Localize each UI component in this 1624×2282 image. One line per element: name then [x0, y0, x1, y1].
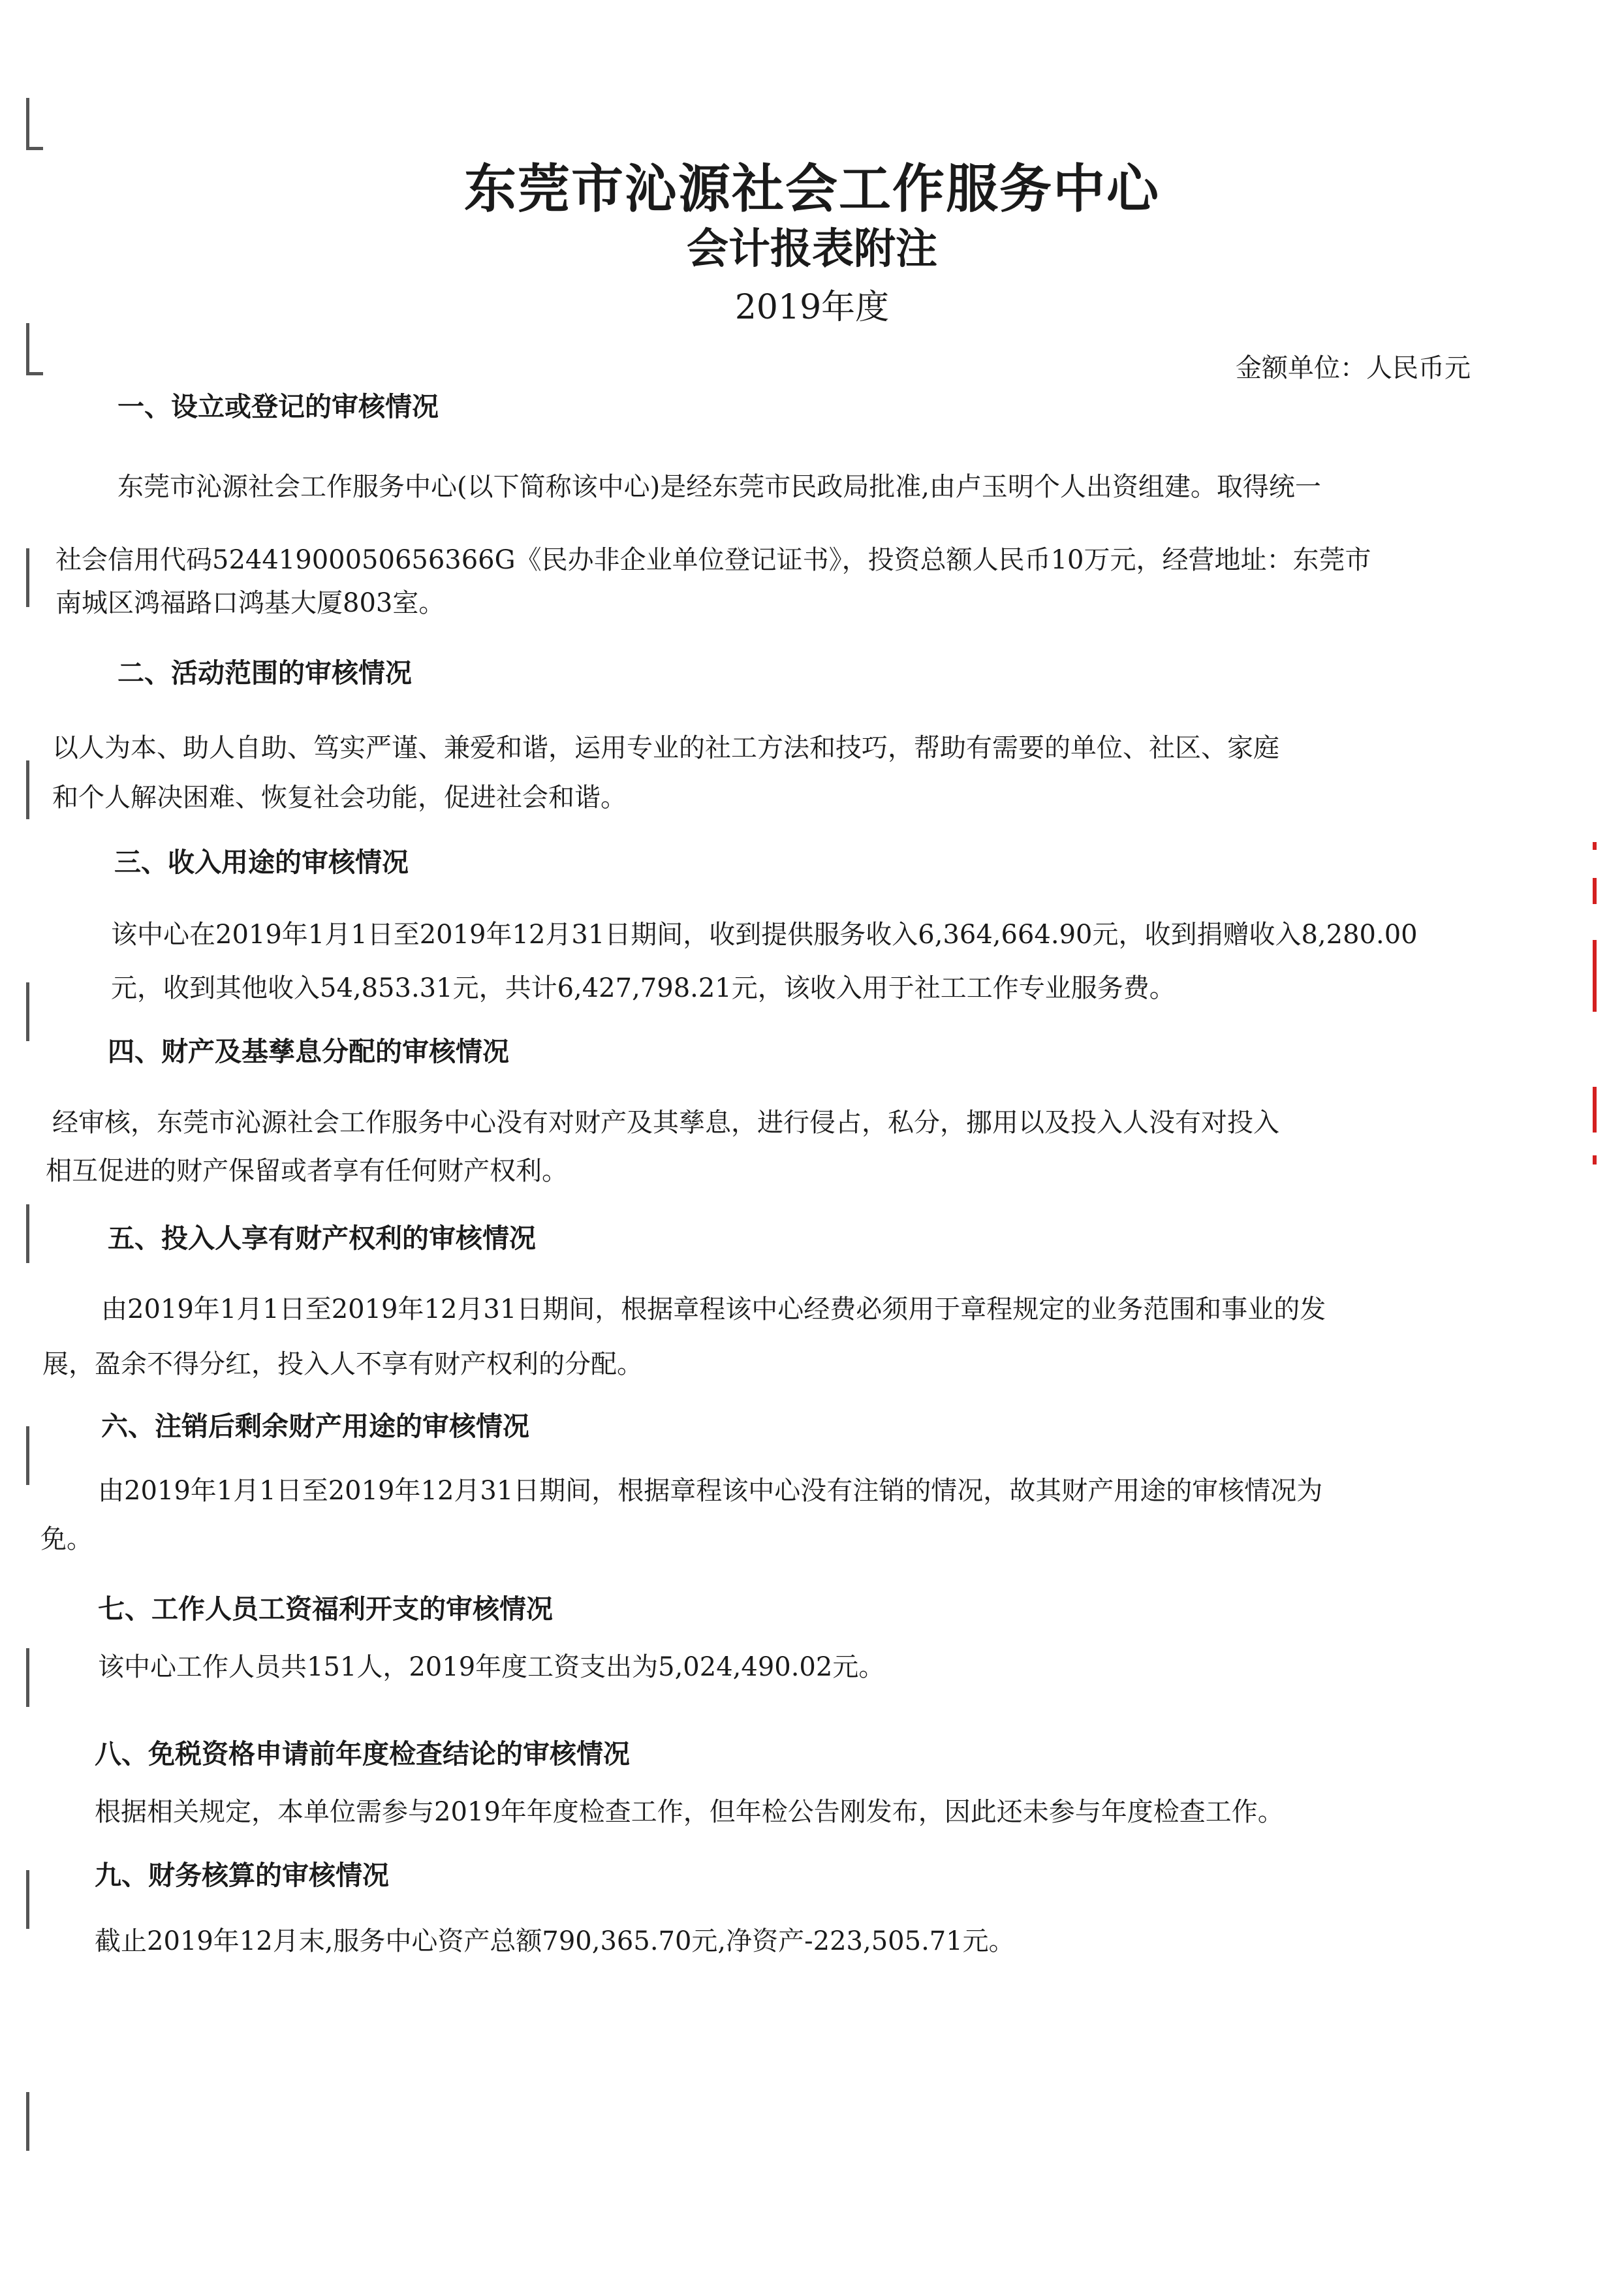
- binding-mark: [26, 760, 49, 819]
- paragraph-line: 和个人解决困难、恢复社会功能，促进社会和谐。: [52, 783, 627, 813]
- organization-title: 东莞市沁源社会工作服务中心: [464, 159, 1160, 219]
- seal-edge-mark: [1593, 1155, 1597, 1164]
- document-title: 会计报表附注: [687, 225, 937, 274]
- paragraph-line: 东莞市沁源社会工作服务中心(以下简称该中心)是经东莞市民政局批准,由卢玉明个人出资组建。取得统一: [117, 472, 1321, 502]
- paragraph-line: 相互促进的财产保留或者享有任何财产权利。: [46, 1156, 568, 1186]
- paragraph-line: 该中心在2019年1月1日至2019年12月31日期间，收到提供服务收入6,364,664.90元，收到捐赠收入8,280.00: [111, 920, 1418, 950]
- paragraph-line: 以人为本、助人自助、笃实严谨、兼爱和谐，运用专业的社工方法和技巧，帮助有需要的单位、社区、家庭: [52, 733, 1279, 763]
- binding-mark: [26, 548, 49, 607]
- seal-edge-mark: [1593, 940, 1597, 1012]
- seal-edge-mark: [1593, 842, 1597, 850]
- binding-mark: [26, 2092, 49, 2151]
- section-heading: 五、投入人享有财产权利的审核情况: [108, 1223, 536, 1254]
- binding-mark: [26, 1426, 49, 1485]
- report-year: 2019年度: [734, 288, 890, 327]
- section-heading: 二、活动范围的审核情况: [117, 657, 412, 689]
- seal-edge-mark: [1593, 878, 1597, 904]
- binding-mark: [26, 1648, 49, 1707]
- section-heading: 三、收入用途的审核情况: [114, 847, 409, 878]
- paragraph-line: 截止2019年12月末,服务中心资产总额790,365.70元,净资产-223,505.71元。: [95, 1926, 1015, 1956]
- paragraph-line: 该中心工作人员共151人，2019年度工资支出为5,024,490.02元。: [98, 1652, 885, 1682]
- binding-mark: [26, 1204, 49, 1263]
- section-heading: 一、设立或登记的审核情况: [117, 391, 439, 422]
- paragraph-line: 南城区鸿福路口鸿基大厦803室。: [55, 588, 445, 618]
- paragraph-line: 社会信用代码52441900050656366G《民办非企业单位登记证书》，投资总额人民币10万元，经营地址：东莞市: [55, 545, 1371, 575]
- paragraph-line: 展，盈余不得分红，投入人不享有财产权利的分配。: [42, 1349, 643, 1379]
- binding-mark: [26, 98, 49, 150]
- paragraph-line: 经审核，东莞市沁源社会工作服务中心没有对财产及其孳息，进行侵占，私分，挪用以及投入人没有对投入: [52, 1108, 1279, 1138]
- section-heading: 八、免税资格申请前年度检查结论的审核情况: [95, 1738, 630, 1770]
- section-heading: 六、注销后剩余财产用途的审核情况: [101, 1411, 529, 1442]
- binding-mark: [26, 982, 49, 1041]
- binding-mark: [26, 1870, 49, 1929]
- paragraph-line: 免。: [40, 1524, 93, 1554]
- paragraph-line: 由2019年1月1日至2019年12月31日期间，根据章程该中心没有注销的情况，故其财产用途的审核情况为: [98, 1476, 1323, 1506]
- currency-unit: 金额单位：人民币元: [1236, 353, 1471, 383]
- seal-edge-mark: [1593, 1087, 1597, 1133]
- binding-mark: [26, 323, 49, 375]
- paragraph-line: 元，收到其他收入54,853.31元，共计6,427,798.21元，该收入用于社工工作专业服务费。: [111, 973, 1176, 1003]
- section-heading: 七、工作人员工资福利开支的审核情况: [98, 1593, 553, 1625]
- section-heading: 九、财务核算的审核情况: [95, 1860, 389, 1891]
- paragraph-line: 根据相关规定，本单位需参与2019年年度检查工作，但年检公告刚发布，因此还未参与年度检查工作。: [95, 1797, 1284, 1827]
- section-heading: 四、财产及基孳息分配的审核情况: [108, 1036, 509, 1067]
- paragraph-line: 由2019年1月1日至2019年12月31日期间，根据章程该中心经费必须用于章程规定的业务范围和事业的发: [101, 1294, 1326, 1324]
